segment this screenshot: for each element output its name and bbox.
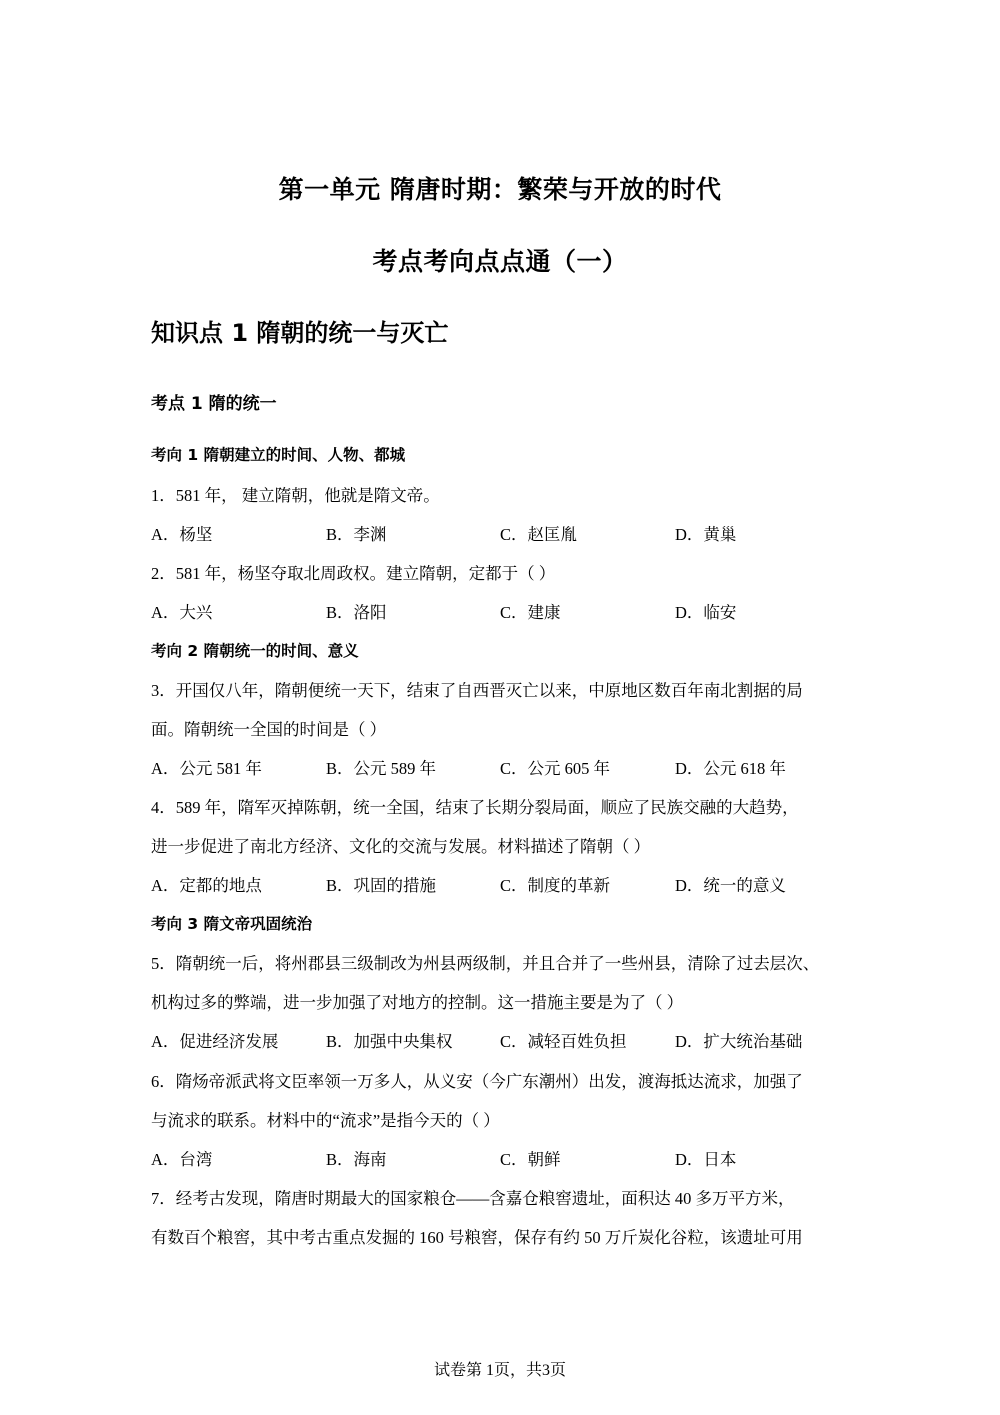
question-4-option-c: C．制度的革新 [500,876,611,895]
question-2-stem: 2．581 年，杨坚夺取北周政权。建立隋朝，定都于（ ） [151,564,556,583]
document-subtitle: 考点考向点点通（一） [372,247,628,276]
question-4-stem-line-2: 进一步促进了南北方经济、文化的交流与发展。材料描述了隋朝（ ） [151,837,651,856]
question-5-stem-line-1: 5．隋朝统一后，将州郡县三级制改为州县两级制，并且合并了一些州县，清除了过去层次、 [151,954,820,973]
question-6-option-c: C．朝鲜 [500,1150,561,1169]
question-4-option-a: A．定都的地点 [151,876,262,895]
question-6-option-b: B．海南 [326,1150,387,1169]
question-5-option-b: B．加强中央集权 [326,1032,453,1051]
question-4-stem-line-1: 4．589 年，隋军灭掉陈朝，统一全国，结束了长期分裂局面，顺应了民族交融的大趋势， [151,798,799,817]
question-1-option-d: D．黄巢 [675,525,737,544]
question-5-option-c: C．减轻百姓负担 [500,1032,627,1051]
question-7-stem-line-1: 7．经考古发现，隋唐时期最大的国家粮仓——含嘉仓粮窖遗址，面积达 40 多万平方米， [151,1189,795,1208]
question-2-option-c: C．建康 [500,603,561,622]
question-4-option-d: D．统一的意义 [675,876,786,895]
question-1-option-c: C．赵匡胤 [500,525,578,544]
question-1-stem: 1．581 年， 建立隋朝，他就是隋文帝。 [151,486,440,505]
direction-heading-1: 考向 1 隋朝建立的时间、人物、都城 [151,446,406,464]
question-2-option-d: D．临安 [675,603,737,622]
question-7-stem-line-2: 有数百个粮窖，其中考古重点发掘的 160 号粮窖，保存有约 50 万斤炭化谷粒，该遗址可用 [151,1228,803,1247]
question-3-option-a: A．公元 581 年 [151,759,262,778]
question-2-option-b: B．洛阳 [326,603,387,622]
question-5-stem-line-2: 机构过多的弊端，进一步加强了对地方的控制。这一措施主要是为了（ ） [151,993,684,1012]
question-3-option-b: B．公元 589 年 [326,759,437,778]
question-3-option-c: C．公元 605 年 [500,759,611,778]
question-4-option-b: B．巩固的措施 [326,876,437,895]
page-footer: 试卷第 1页，共3页 [433,1362,566,1379]
question-3-stem-line-1: 3．开国仅八年，隋朝便统一天下，结束了自西晋灭亡以来，中原地区数百年南北割据的局 [151,681,803,700]
direction-heading-2: 考向 2 隋朝统一的时间、意义 [151,642,359,660]
question-6-stem-line-2: 与流求的联系。材料中的“流求”是指今天的（ ） [151,1111,500,1130]
exam-point-heading: 考点 1 隋的统一 [151,394,277,414]
question-2-option-a: A．大兴 [151,603,213,622]
document-title: 第一单元 隋唐时期：繁荣与开放的时代 [278,175,722,204]
question-5-option-a: A．促进经济发展 [151,1032,279,1051]
question-6-stem-line-1: 6．隋炀帝派武将文臣率领一万多人，从义安（今广东潮州）出发，渡海抵达流求，加强了 [151,1072,803,1091]
question-3-stem-line-2: 面。隋朝统一全国的时间是（ ） [151,720,387,739]
question-6-option-d: D．日本 [675,1150,737,1169]
knowledge-point-heading: 知识点 1 隋朝的统一与灭亡 [151,319,449,347]
question-5-option-d: D．扩大统治基础 [675,1032,803,1051]
question-1-option-a: A．杨坚 [151,525,213,544]
direction-heading-3: 考向 3 隋文帝巩固统治 [151,915,313,933]
question-1-option-b: B．李渊 [326,525,387,544]
question-6-option-a: A．台湾 [151,1150,213,1169]
question-3-option-d: D．公元 618 年 [675,759,786,778]
